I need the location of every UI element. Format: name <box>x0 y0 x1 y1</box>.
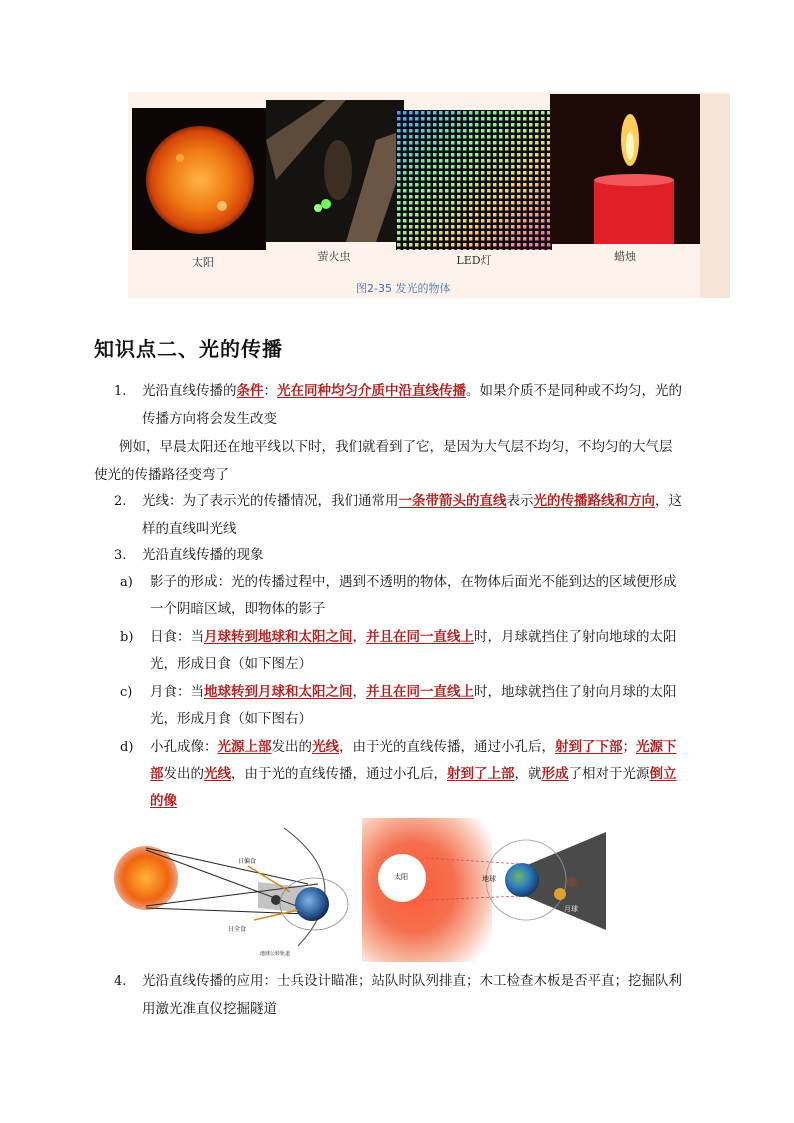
item-3d-keyword-to-top: 射到了上部 <box>447 766 515 782</box>
item-2-text-rest: ，这 <box>655 493 682 509</box>
item-3d-keyword-image: 的像 <box>150 793 177 809</box>
item-1-keyword-condition: 条件 <box>236 383 264 399</box>
item-3c-line-2: 光，形成月食（如下图右） <box>150 711 312 727</box>
item-3d-keyword-inverted: 倒立 <box>649 766 677 782</box>
item-1-line-1 <box>142 378 682 405</box>
item-4-line-1: 光沿直线传播的应用：士兵设计瞄准；站队时队列排直；木工检查木板是否平直；挖掘队利 <box>142 973 682 989</box>
item-3d-text-e: ，由于光的直线传播，通过小孔后， <box>231 766 447 782</box>
item-1-number: 1. <box>114 384 127 399</box>
led-photo <box>396 110 552 250</box>
label-earth-orbit: 地球公转轨道 <box>260 951 291 957</box>
lunar-eclipse-diagram <box>362 818 606 962</box>
label-earth: 地球 <box>482 875 496 883</box>
item-2-number: 2. <box>114 494 127 509</box>
item-2-keyword-arrow-line: 一条带箭头的直线 <box>398 493 507 509</box>
item-1-line-2: 传播方向将会发生改变 <box>142 411 277 427</box>
label-sun: 太阳 <box>394 873 408 881</box>
item-3d-text-g: 了相对于光源 <box>568 766 650 782</box>
item-3-text: 光沿直线传播的现象 <box>142 547 264 563</box>
item-3c-text: 月食：当 <box>150 684 204 700</box>
section-heading: 知识点二、光的传播 <box>94 337 283 361</box>
item-3d-text-f: ，就 <box>514 766 542 782</box>
caption-firefly: 萤火虫 <box>317 250 351 263</box>
item-3d-keyword-bottom-b: 部 <box>150 766 164 782</box>
candle-photo-edge <box>700 94 730 298</box>
firefly-photo <box>266 100 404 242</box>
item-3c-text-rest: 时，地球就挡住了射向月球的太阳 <box>474 684 677 700</box>
item-3d-line-1 <box>150 734 677 761</box>
item-2-line-1 <box>142 488 682 515</box>
item-3c-keyword-same-line: 并且在同一直线上 <box>366 684 474 700</box>
item-3b-text-rest: 时，月球就挡住了射向地球的太阳 <box>474 629 677 645</box>
item-4-line-2: 用激光准直仪挖掘隧道 <box>142 1001 277 1017</box>
item-3d-line-2 <box>150 761 677 788</box>
item-1-colon: ： <box>263 383 277 399</box>
figure-caption: 图2-35 发光的物体 <box>356 282 451 295</box>
item-3-number: 3. <box>114 548 127 563</box>
item-3a-label: a) <box>120 575 133 590</box>
example-line-1: 例如，早晨太阳还在地平线以下时，我们就看到了它，是因为大气层不均匀，不均匀的大气层 <box>119 439 673 455</box>
item-3d-keyword-form: 形成 <box>541 766 569 782</box>
item-1-text-rest: 。如果介质不是同种或不均匀，光的 <box>466 383 682 399</box>
item-3c-keyword-earth-between: 地球转到月球和太阳之间 <box>204 684 353 700</box>
item-3b-line-2: 光，形成日食（如下图左） <box>150 656 312 672</box>
candle-photo <box>550 94 700 244</box>
item-3a-line-1: 影子的形成：光的传播过程中，遇到不透明的物体，在物体后面光不能到达的区域便形成 <box>150 574 677 590</box>
item-3d-keyword-to-bottom: 射到了下部 <box>555 739 623 755</box>
item-3c-comma: ， <box>352 684 366 700</box>
item-4-number: 4. <box>114 974 127 989</box>
caption-candle: 蜡烛 <box>614 250 636 263</box>
sun-photo <box>132 108 266 250</box>
item-3d-keyword-ray-2: 光线 <box>204 766 231 782</box>
item-3b-comma: ， <box>352 629 366 645</box>
label-moon: 月球 <box>564 905 578 913</box>
item-3c-label: c) <box>120 685 133 700</box>
item-3c-line-1 <box>150 679 677 706</box>
solar-eclipse-diagram <box>108 822 358 962</box>
item-3b-line-1 <box>150 624 677 651</box>
item-1-text: 光沿直线传播的 <box>142 383 237 399</box>
item-3d-label: d) <box>120 740 134 755</box>
label-partial-solar-eclipse: 日偏食 <box>238 858 257 865</box>
item-2-text-mid: 表示 <box>506 493 534 509</box>
item-3b-keyword-moon-between: 月球转到地球和太阳之间 <box>204 629 353 645</box>
item-3d-keyword-bottom-a: 光源下 <box>636 739 677 755</box>
item-3b-keyword-same-line: 并且在同一直线上 <box>366 629 474 645</box>
item-3d-text-d: 发出的 <box>163 766 204 782</box>
example-line-2: 使光的传播路径变弯了 <box>94 467 229 483</box>
caption-led: LED灯 <box>456 254 492 267</box>
item-3d-keyword-ray: 光线 <box>312 739 339 755</box>
item-3d-line-3 <box>150 788 177 815</box>
light-sources-figure <box>128 92 730 298</box>
item-3d-keyword-top: 光源上部 <box>217 739 272 755</box>
item-3b-text: 日食：当 <box>150 629 204 645</box>
item-1-keyword-rule: 光在同种均匀介质中沿直线传播 <box>277 383 466 399</box>
item-2-line-2: 样的直线叫光线 <box>142 521 237 537</box>
item-3d-text-b: 发出的 <box>271 739 312 755</box>
item-3d-semicolon: ； <box>622 739 636 755</box>
item-3d-text-c: ，由于光的直线传播，通过小孔后， <box>339 739 555 755</box>
caption-sun: 太阳 <box>192 256 214 269</box>
item-2-text: 光线：为了表示光的传播情况，我们通常用 <box>142 493 399 509</box>
item-3a-line-2: 一个阴暗区域，即物体的影子 <box>150 601 326 617</box>
label-total-solar-eclipse: 日全食 <box>228 926 247 933</box>
item-3d-text: 小孔成像： <box>150 739 218 755</box>
item-3b-label: b) <box>120 630 134 645</box>
item-2-keyword-path: 光的传播路线和方向 <box>533 493 655 509</box>
